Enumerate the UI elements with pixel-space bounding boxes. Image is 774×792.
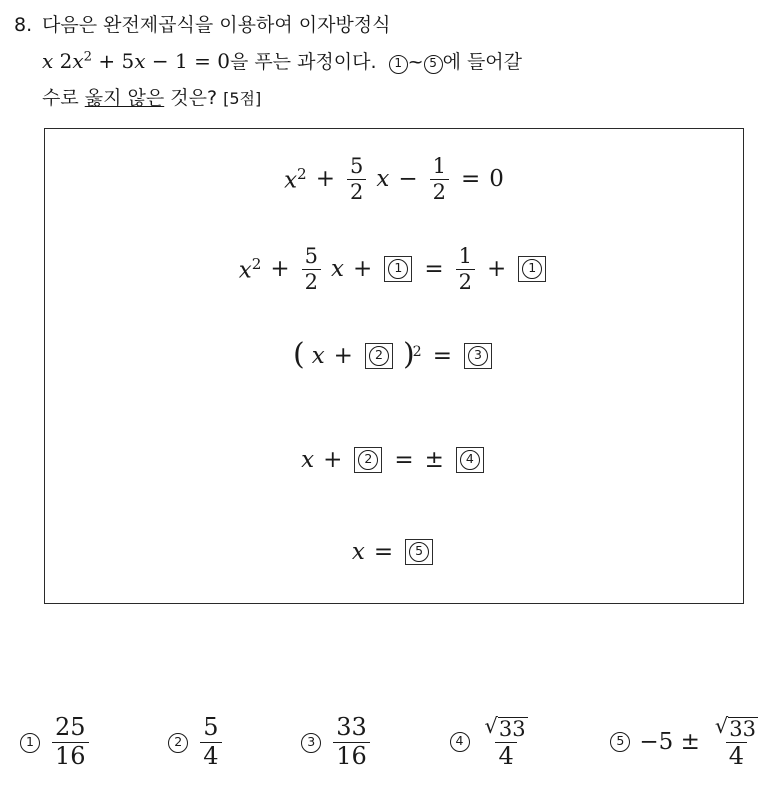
equation-3 [292, 337, 495, 373]
derivation-row-1 [45, 155, 743, 203]
equation-2 [239, 245, 550, 293]
stem-line-1 [14, 10, 756, 41]
r5-x: x [351, 539, 365, 566]
derivation-row-3 [45, 337, 743, 373]
choice-1-fraction: $\frac{25}{16}$ [52, 715, 89, 770]
range-dash: ~ [407, 51, 424, 74]
equation-4 [301, 447, 487, 473]
range-end-circled: 5 [424, 55, 443, 74]
r1-minus: − [398, 166, 418, 193]
question-stem [14, 10, 756, 114]
circled-3: 3 [468, 346, 488, 366]
r2-x2: x [331, 256, 345, 283]
stem-eq-lead: x [42, 49, 54, 74]
equation-5 [352, 539, 436, 565]
r3-paren-close: ) [402, 337, 415, 373]
choice-5-numerator [712, 713, 761, 742]
r2-fraction-5-2: $\frac{5}{2}$ [302, 245, 321, 293]
blank-slot-3 [464, 343, 492, 369]
points-label: [5점] [223, 88, 262, 108]
stem-negation: 옳지 않은 [84, 86, 165, 109]
r3-plus: + [333, 343, 353, 370]
circled-2-dup: 2 [358, 450, 378, 470]
r1-zero: 0 [489, 166, 504, 193]
answer-choices [20, 713, 764, 770]
circled-1-dup: 1 [522, 259, 542, 279]
choice-3[interactable] [301, 715, 373, 770]
derivation-row-2 [45, 245, 743, 293]
sqrt-icon-2: √ 33 [714, 714, 756, 742]
question-number: 8. [14, 14, 33, 36]
stem-equation [42, 49, 53, 73]
r3-paren-close-group [402, 337, 424, 373]
stem-tail: 에 들어갈 [442, 51, 523, 74]
circled-5: 5 [409, 542, 429, 562]
choice-4-fraction: √ 33 4 [482, 713, 531, 770]
choice-5[interactable] [610, 713, 764, 770]
r4-equals: = [394, 447, 414, 474]
stem-line-2 [14, 45, 756, 78]
r1-x: $x^2$ [284, 164, 307, 194]
stem-equation-text [53, 49, 59, 73]
choice-5-fraction: √ 33 4 [712, 713, 761, 770]
choice-3-fraction: $\frac{33}{16}$ [333, 715, 370, 770]
blank-slot-1-right [518, 256, 546, 282]
derivation-row-5 [45, 539, 743, 565]
circled-4: 4 [460, 450, 480, 470]
r1-plus: + [315, 166, 335, 193]
r3-paren-open: ( [292, 337, 305, 373]
r2-equals: = [424, 256, 444, 283]
stem-eq-visual: $2x^2 + 5x - 1 = 0$ [59, 49, 230, 74]
blank-slot-4 [456, 447, 484, 473]
choice-1[interactable] [20, 715, 92, 770]
choice-marker-4: 4 [450, 732, 470, 752]
stem-line3-b: 것은? [164, 86, 218, 109]
r2-plus-3: + [486, 256, 507, 283]
choice-marker-3: 3 [301, 733, 321, 753]
sqrt-icon: √ 33 [484, 714, 526, 742]
choice-2[interactable] [168, 715, 224, 770]
derivation-row-4 [45, 447, 743, 473]
blank-slot-5 [405, 539, 433, 565]
r4-plus-minus: ± [424, 447, 444, 474]
r2-plus-1: + [270, 256, 290, 283]
r1-x2: x [376, 166, 390, 193]
r1-equals: = [461, 166, 481, 193]
stem-line-3 [14, 83, 756, 114]
blank-slot-1-left [384, 256, 412, 282]
choice-5-lead: −5 ± [639, 728, 700, 755]
r3-x: x [311, 343, 325, 370]
circled-1: 1 [388, 259, 408, 279]
r5-equals: = [373, 539, 394, 566]
r3-equals: = [432, 343, 453, 370]
range-start-circled: 1 [389, 55, 408, 74]
stem-line3-a: 수로 [42, 86, 85, 109]
choice-marker-2: 2 [168, 733, 188, 753]
stem-text-line-1: 다음은 완전제곱식을 이용하여 이자방정식 [42, 14, 391, 36]
stem-eq-suffix: 을 푸는 과정이다. [229, 51, 377, 74]
blank-slot-2-left [365, 343, 393, 369]
r1-fraction-5-2: $\frac{5}{2}$ [347, 155, 366, 203]
r4-plus: + [323, 447, 343, 474]
circled-2: 2 [369, 346, 389, 366]
r4-x: x [301, 447, 315, 474]
choice-2-fraction: $\frac{5}{4}$ [200, 715, 221, 770]
choice-marker-1: 1 [20, 733, 40, 753]
choice-4[interactable] [450, 713, 534, 770]
choice-4-numerator [482, 713, 531, 742]
blank-slot-2-right [354, 447, 382, 473]
choice-marker-5: 5 [610, 732, 630, 752]
equation-1 [284, 155, 504, 203]
r1-fraction-1-2: $\frac{1}{2}$ [430, 155, 449, 203]
r3-square: 2 [412, 344, 422, 361]
r2-plus-2: + [353, 256, 373, 283]
derivation-box [44, 128, 744, 604]
r2-fraction-1-2: $\frac{1}{2}$ [456, 245, 475, 293]
r2-x: $x^2$ [238, 254, 262, 284]
